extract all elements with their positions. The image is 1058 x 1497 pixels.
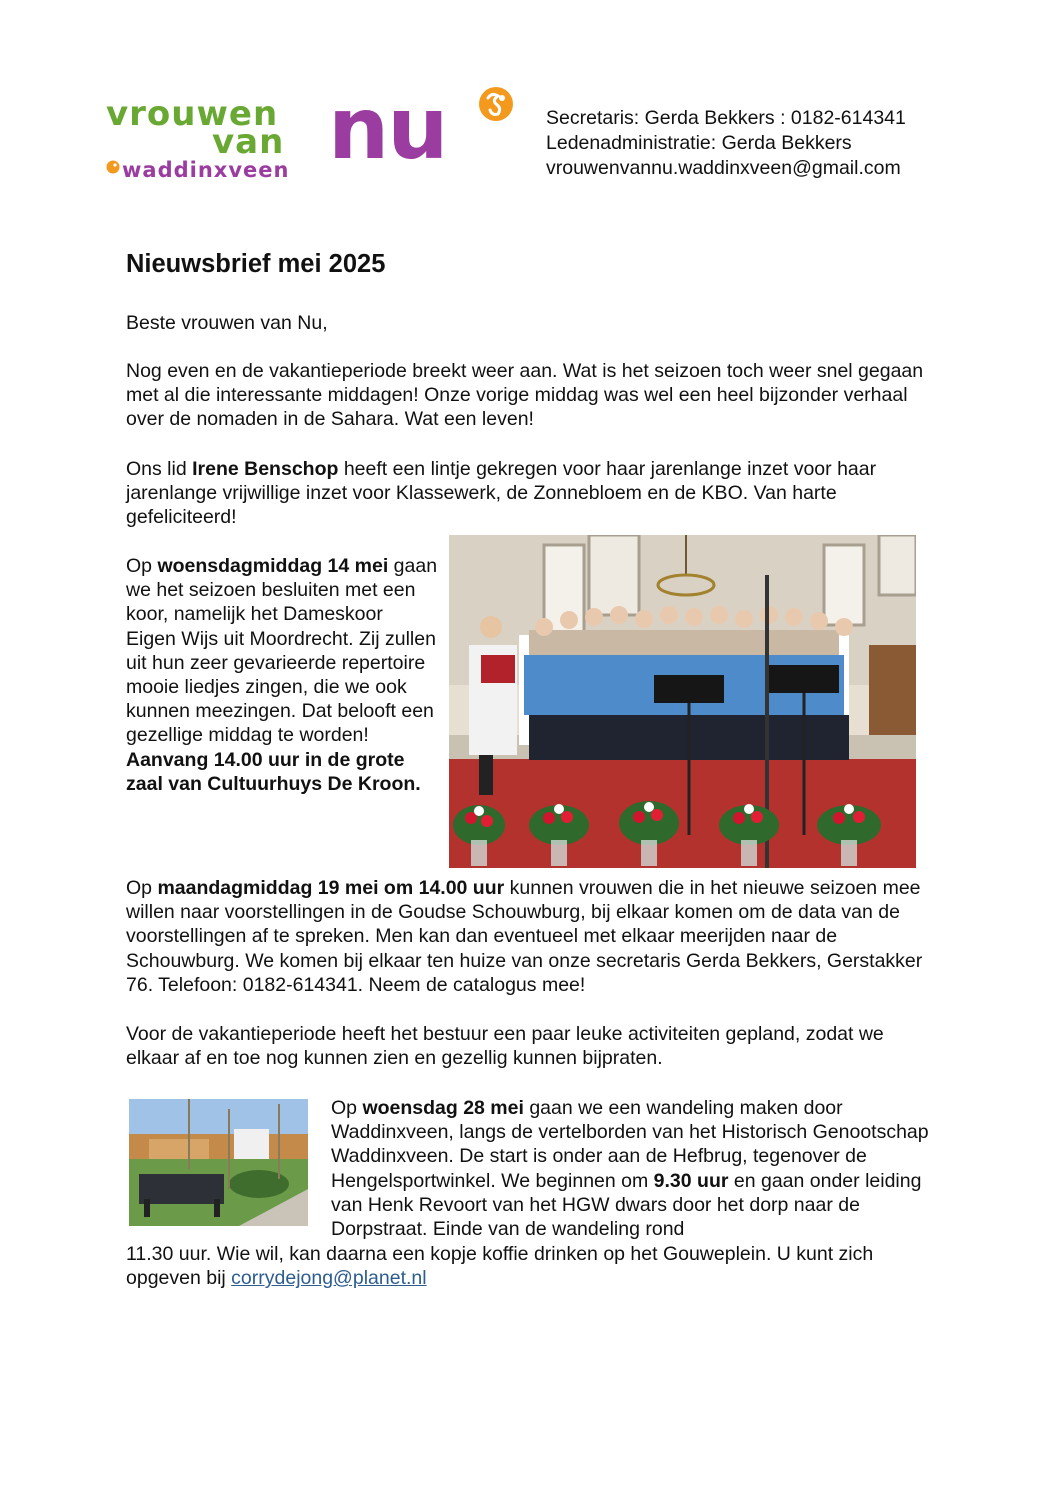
contact-secretary: Secretaris: Gerda Bekkers : 0182-614341 [546,107,906,129]
logo-word-van: van [212,122,285,162]
logo-word-nu: nu [328,79,447,179]
contact-block [546,106,906,181]
park-photo [129,1099,308,1226]
paragraph-choir: Op woensdagmiddag 14 mei gaan we het seizoen besluiten met een koor, namelijk het Dameskoor Eigen Wijs uit Moordrecht. Zij zullen uit hun zeer gevarieerde repertoire mooie liedjes zingen, die we ook kunnen meezingen. Dat belooft een gezellige middag te worden! Aanvang 14.00 uur in de grote zaal van Cultuurhuys De Kroon. [126,555,438,795]
logo-mark-icon [478,86,514,122]
paragraph-theater: Op maandagmiddag 19 mei om 14.00 uur kunnen vrouwen die in het nieuwe seizoen mee willen naar voorstellingen in de Goudse Schouwburg, bij elkaar komen om de data van de voorstellingen af te spreken. Men kan dan eventueel met elkaar meerijden naar de Schouwburg. We komen bij elkaar ten huize van onze secretaris Gerda Bekkers, Gerstakker 76. Telefoon: 0182-614341. Neem de catalogus mee! [126,877,923,996]
paragraph-intro: Nog even en de vakantieperiode breekt weer aan. Wat is het seizoen toch weer snel gegaan met al die interessante middagen! Onze vorige middag was wel een heel bijzonder verhaal over de nomaden in de Sahara. Wat een leven! [126,360,924,431]
email-link[interactable]: corrydejong@planet.nl [231,1267,427,1290]
logo-small-mark-icon [106,160,120,174]
page-title: Nieuwsbrief mei 2025 [126,250,386,278]
logo [106,79,526,186]
paragraph-walk-continued: 11.30 uur. Wie wil, kan daarna een kopje koffie drinken op het Gouweplein. U kunt zich opgeven bij corrydejong@planet.nl [126,1243,874,1290]
paragraph-award: Ons lid Irene Benschop heeft een lintje gekregen voor haar jarenlange inzet voor haar jarenlange vrijwillige inzet voor Klassewerk, de Zonnebloem en de KBO. Van harte gefeliciteerd! [126,458,877,529]
choir-photo [449,535,916,868]
greeting: Beste vrouwen van Nu, [126,312,328,334]
paragraph-walk: Op woensdag 28 mei gaan we een wandeling maken door Waddinxveen, langs de vertelborden van het Historisch Genootschap Waddinxveen. De start is onder aan de Hefbrug, tegenover de Hengelsportwinkel. We beginnen om 9.30 uur en gaan onder leiding van Henk Revoort van het HGW dwars door het dorp naar de Dorpstraat. Einde van de wandeling rond [331,1097,929,1241]
contact-membership: Ledenadministratie: Gerda Bekkers [546,132,852,154]
logo-word-vrouwen: vrouwen [106,94,279,134]
contact-email: vrouwenvannu.waddinxveen@gmail.com [546,157,901,179]
paragraph-holiday: Voor de vakantieperiode heeft het bestuur een paar leuke activiteiten gepland, zodat we elkaar af en toe nog kunnen zien en gezellig kunnen bijpraten. [126,1023,884,1070]
logo-place: waddinxveen [122,158,290,182]
